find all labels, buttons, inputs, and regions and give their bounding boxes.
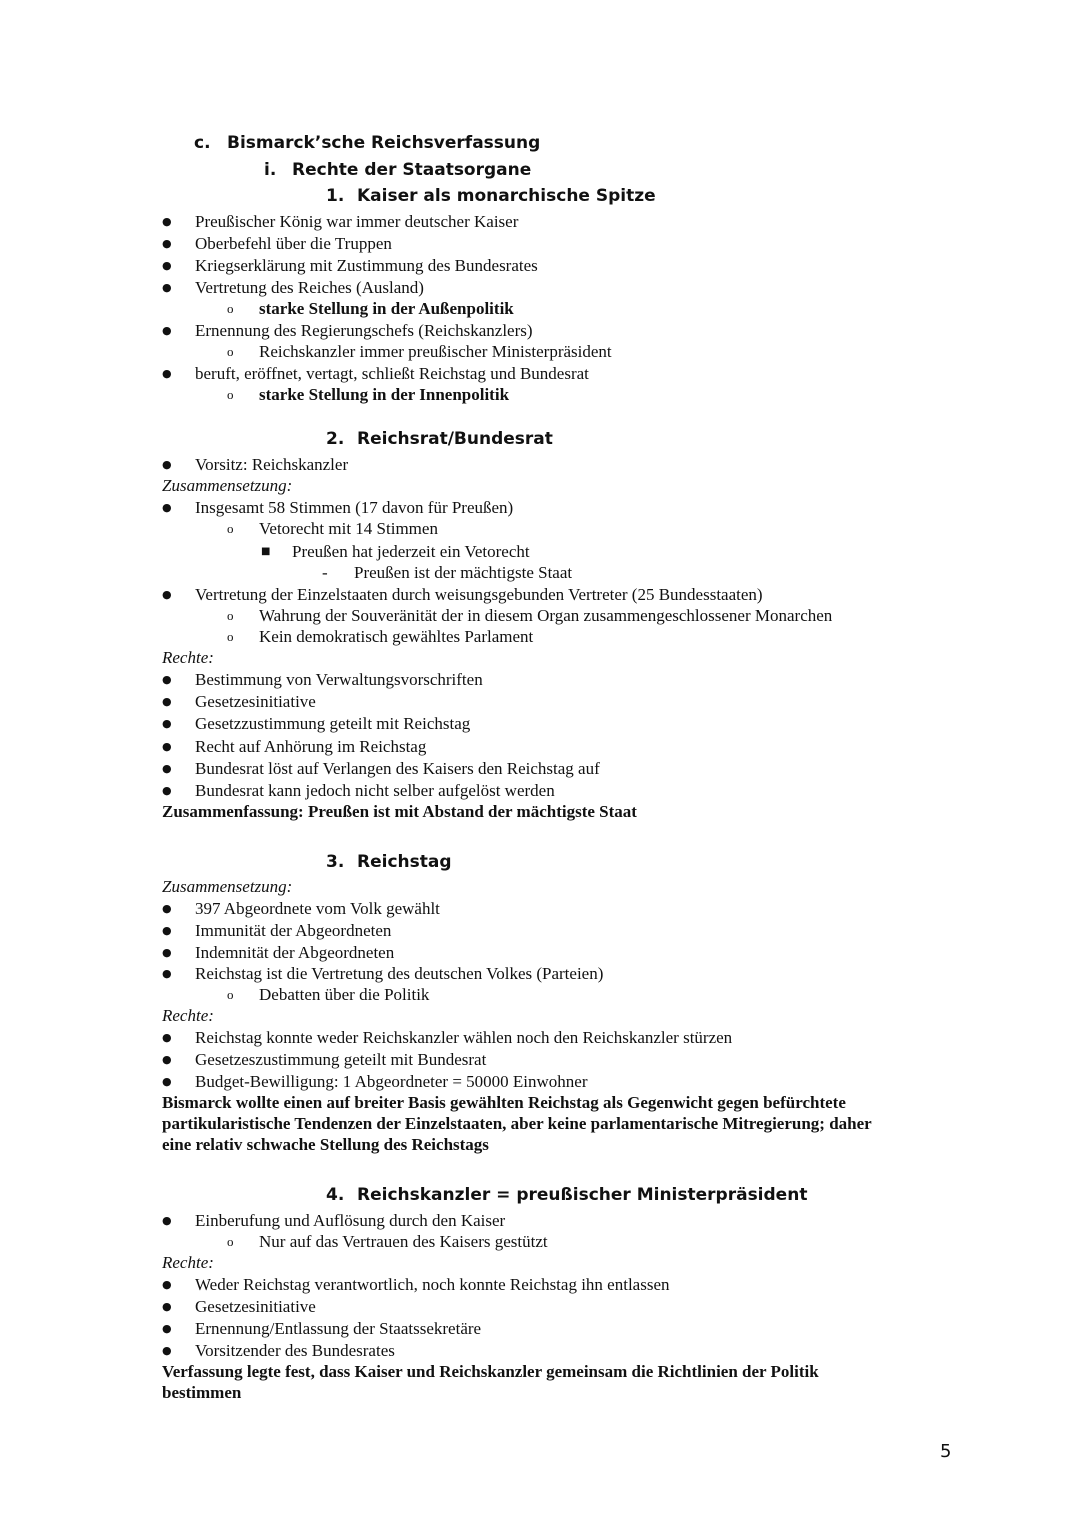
circle-bullet-icon: o: [227, 344, 234, 359]
heading-2-title: Reichsrat/Bundesrat: [357, 429, 553, 449]
label-rechte: Rechte:: [162, 1253, 214, 1272]
bundesrat-summary: Zusammenfassung: Preußen ist mit Abstand der mächtigste Staat: [162, 802, 637, 821]
reichstag-summary-line: Bismarck wollte einen auf breiter Basis gewählten Reichstag als Gegenwicht gegen befürchtete: [162, 1093, 846, 1112]
heading-4-number: 4.: [326, 1185, 345, 1205]
list-item: Gesetzeszustimmung geteilt mit Bundesrat: [195, 1050, 487, 1069]
list-item: Recht auf Anhörung im Reichstag: [195, 737, 427, 756]
bullet-icon: ●: [162, 259, 172, 272]
circle-bullet-icon: o: [227, 301, 234, 316]
label-rechte: Rechte:: [162, 648, 214, 667]
reichstag-summary-line: eine relativ schwache Stellung des Reichstags: [162, 1135, 489, 1154]
list-subitem: starke Stellung in der Außenpolitik: [259, 299, 514, 318]
list-item: Bundesrat löst auf Verlangen des Kaisers den Reichstag auf: [195, 759, 600, 778]
list-subsubitem: Preußen hat jederzeit ein Vetorecht: [292, 542, 530, 561]
bullet-icon: ●: [162, 695, 172, 708]
bullet-icon: ●: [162, 1214, 172, 1227]
subsection-i-number: i.: [264, 160, 277, 180]
list-subitem: Reichskanzler immer preußischer Ministerpräsident: [259, 342, 612, 361]
reichstag-summary-line: partikularistische Tendenzen der Einzelstaaten, aber keine parlamentarische Mitregierung; daher: [162, 1114, 872, 1133]
list-item: Ernennung/Entlassung der Staatssekretäre: [195, 1319, 482, 1338]
bullet-icon: ●: [162, 215, 172, 228]
circle-bullet-icon: o: [227, 608, 234, 623]
list-subitem: Nur auf das Vertrauen des Kaisers gestützt: [259, 1232, 548, 1251]
section-c-title: Bismarck’sche Reichsverfassung: [227, 133, 541, 153]
list-item: Ernennung des Regierungschefs (Reichskanzlers): [195, 321, 533, 340]
section-c-number: c.: [194, 133, 211, 153]
list-item: Weder Reichstag verantwortlich, noch konnte Reichstag ihn entlassen: [195, 1275, 670, 1294]
heading-1-number: 1.: [326, 186, 345, 206]
bullet-icon: ●: [162, 1053, 172, 1066]
list-item: Vertretung des Reiches (Ausland): [195, 278, 424, 297]
list-subitem: Wahrung der Souveränität der in diesem Organ zusammengeschlossener Monarchen: [259, 606, 833, 625]
list-item: Preußischer König war immer deutscher Kaiser: [195, 212, 519, 231]
bullet-icon: ●: [162, 902, 172, 915]
heading-4-title: Reichskanzler = preußischer Ministerpräsident: [357, 1185, 808, 1205]
list-item: Gesetzesinitiative: [195, 1297, 316, 1316]
list-item: Gesetzzustimmung geteilt mit Reichstag: [195, 714, 471, 733]
label-zusammensetzung: Zusammensetzung:: [162, 877, 293, 896]
bullet-icon: ●: [162, 501, 172, 514]
list-item: Gesetzesinitiative: [195, 692, 316, 711]
list-subitem: starke Stellung in der Innenpolitik: [259, 385, 510, 404]
circle-bullet-icon: o: [227, 521, 234, 536]
list-item: Oberbefehl über die Truppen: [195, 234, 392, 253]
dash-bullet-icon: -: [322, 563, 328, 582]
bullet-icon: ●: [162, 1300, 172, 1313]
list-subitem: Kein demokratisch gewähltes Parlament: [259, 627, 534, 646]
bullet-icon: ●: [162, 1278, 172, 1291]
list-item: Budget-Bewilligung: 1 Abgeordneter = 50000 Einwohner: [195, 1072, 588, 1091]
list-item: Vorsitz: Reichskanzler: [195, 455, 349, 474]
list-item: Einberufung und Auflösung durch den Kaiser: [195, 1211, 506, 1230]
list-item: Reichstag konnte weder Reichskanzler wählen noch den Reichskanzler stürzen: [195, 1028, 733, 1047]
list-subsubsubitem: Preußen ist der mächtigste Staat: [354, 563, 573, 582]
bullet-icon: ●: [162, 324, 172, 337]
bullet-icon: ●: [162, 762, 172, 775]
subsection-i-title: Rechte der Staatsorgane: [292, 160, 532, 180]
list-item: Bundesrat kann jedoch nicht selber aufgelöst werden: [195, 781, 555, 800]
bullet-icon: ●: [162, 1344, 172, 1357]
heading-2-number: 2.: [326, 429, 345, 449]
list-item: Kriegserklärung mit Zustimmung des Bundesrates: [195, 256, 538, 275]
bullet-icon: ●: [162, 967, 172, 980]
list-item: Immunität der Abgeordneten: [195, 921, 392, 940]
bullet-icon: ●: [162, 924, 172, 937]
bullet-icon: ●: [162, 717, 172, 730]
list-item: 397 Abgeordnete vom Volk gewählt: [195, 899, 440, 918]
bullet-icon: ●: [162, 1322, 172, 1335]
bullet-icon: ●: [162, 673, 172, 686]
heading-3-title: Reichstag: [357, 852, 452, 872]
list-subitem: Debatten über die Politik: [259, 985, 430, 1004]
circle-bullet-icon: o: [227, 629, 234, 644]
bullet-icon: ●: [162, 946, 172, 959]
list-item: Bestimmung von Verwaltungsvorschriften: [195, 670, 483, 689]
bullet-icon: ●: [162, 237, 172, 250]
list-item: Insgesamt 58 Stimmen (17 davon für Preußen): [195, 498, 514, 517]
reichskanzler-summary-line: Verfassung legte fest, dass Kaiser und Reichskanzler gemeinsam die Richtlinien der Politik: [162, 1362, 819, 1381]
bullet-icon: ●: [162, 367, 172, 380]
circle-bullet-icon: o: [227, 387, 234, 402]
list-item: Reichstag ist die Vertretung des deutschen Volkes (Parteien): [195, 964, 604, 983]
bullet-icon: ●: [162, 588, 172, 601]
label-zusammensetzung: Zusammensetzung:: [162, 476, 293, 495]
bullet-icon: ●: [162, 740, 172, 753]
list-item: Vertretung der Einzelstaaten durch weisungsgebunden Vertreter (25 Bundesstaaten): [195, 585, 763, 604]
bullet-icon: ●: [162, 784, 172, 797]
circle-bullet-icon: o: [227, 987, 234, 1002]
square-bullet-icon: ■: [261, 546, 271, 557]
bullet-icon: ●: [162, 1031, 172, 1044]
list-item: Vorsitzender des Bundesrates: [195, 1341, 395, 1360]
bullet-icon: ●: [162, 1075, 172, 1088]
bullet-icon: ●: [162, 458, 172, 471]
heading-3-number: 3.: [326, 852, 345, 872]
heading-1-title: Kaiser als monarchische Spitze: [357, 186, 656, 206]
label-rechte: Rechte:: [162, 1006, 214, 1025]
bullet-icon: ●: [162, 281, 172, 294]
reichskanzler-summary-line: bestimmen: [162, 1383, 242, 1402]
circle-bullet-icon: o: [227, 1234, 234, 1249]
list-item: beruft, eröffnet, vertagt, schließt Reichstag und Bundesrat: [195, 364, 589, 383]
list-subitem: Vetorecht mit 14 Stimmen: [259, 519, 438, 538]
list-item: Indemnität der Abgeordneten: [195, 943, 395, 962]
page-number: 5: [940, 1441, 952, 1462]
